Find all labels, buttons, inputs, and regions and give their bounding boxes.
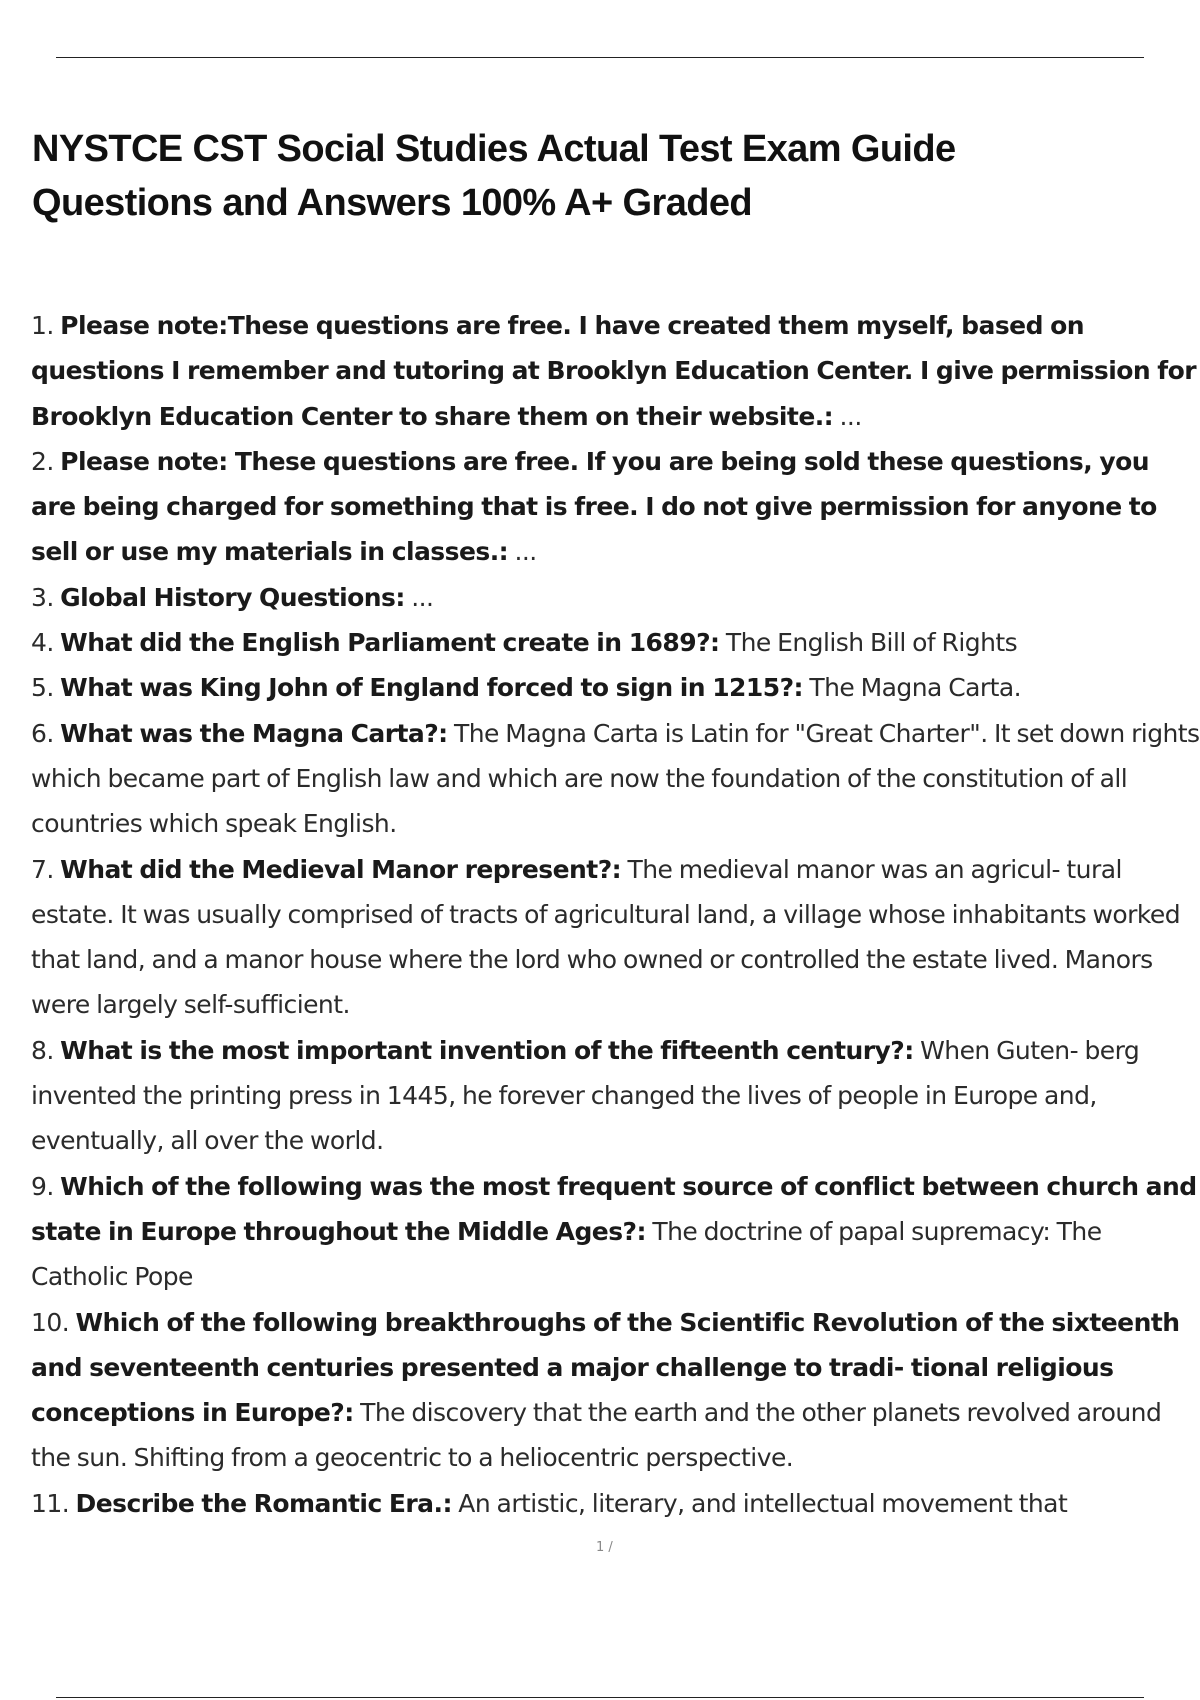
answer-text: The Magna Carta is Latin for "Great Charter". It set down rights which became part of English law and which are now the foundation of the constitution of all countries which speak English. <box>31 718 1200 839</box>
qa-item-7 <box>31 847 1200 1028</box>
qa-item-5 <box>31 665 1200 710</box>
qa-item-8 <box>31 1028 1200 1164</box>
item-number: 11. <box>31 1488 70 1518</box>
document-title: NYSTCE CST Social Studies Actual Test Exam Guide Questions and Answers 100% A+ Graded <box>32 128 956 224</box>
answer-text: ... <box>508 537 537 567</box>
qa-item-4 <box>31 620 1200 665</box>
qa-item-1 <box>31 303 1200 439</box>
question-text: What did the Medieval Manor represent?: <box>60 854 622 884</box>
item-number: 2. <box>31 446 54 476</box>
item-number: 4. <box>31 628 54 658</box>
answer-text: The medieval manor was an agricul- tural estate. It was usually comprised of tracts of agricultural land, a village whose inhabitants worked that land, and a manor house where the lord who owned or controlled the estate lived. Manors were largely self-sufficient. <box>31 854 1181 1020</box>
question-text: Which of the following breakthroughs of the Scientific Revolution of the sixteenth and seventeenth centuries presented a major challenge to tradi- tional religious conceptions in Europe?: <box>31 1307 1180 1428</box>
item-number: 9. <box>31 1171 54 1201</box>
qa-item-11 <box>31 1481 1200 1526</box>
question-text: Please note: These questions are free. If you are being sold these questions, you are being charged for something that is free. I do not give permission for anyone to sell or use my materials in classes.: <box>31 446 1157 567</box>
item-number: 6. <box>31 718 54 748</box>
qa-list <box>31 303 1200 1526</box>
qa-item-6 <box>31 711 1200 847</box>
question-text: What did the English Parliament create in 1689?: <box>60 628 720 658</box>
qa-item-3 <box>31 575 1200 620</box>
question-text: Global History Questions: <box>60 582 405 612</box>
answer-text: The discovery that the earth and the other planets revolved around the sun. Shifting from a geocentric to a heliocentric perspective. <box>31 1398 1162 1473</box>
answer-text: The doctrine of papal supremacy: The Catholic Pope <box>31 1216 1102 1292</box>
question-text: What was King John of England forced to sign in 1215?: <box>60 673 803 703</box>
question-text: Please note:These questions are free. I have created them myself, based on questions I remember and tutoring at Brooklyn Education Center. I give permission for Brooklyn Education Center to share them on their website.: <box>31 311 1197 431</box>
answer-text: An artistic, literary, and intellectual movement that <box>451 1488 1068 1518</box>
answer-text: The English Bill of Rights <box>719 628 1018 658</box>
item-number: 3. <box>31 582 54 612</box>
answer-text: When Guten- berg invented the printing press in 1445, he forever changed the lives of people in Europe and, eventually, all over the world. <box>31 1035 1140 1156</box>
answer-text: ... <box>833 401 862 431</box>
qa-item-10 <box>31 1300 1200 1481</box>
question-text: Which of the following was the most frequent source of conflict between church and state in Europe throughout the Middle Ages?: <box>31 1171 1197 1246</box>
item-number: 1. <box>31 311 54 340</box>
item-number: 7. <box>31 854 54 884</box>
answer-text: The Magna Carta. <box>802 673 1022 703</box>
item-number: 10. <box>31 1307 70 1337</box>
question-text: What was the Magna Carta?: <box>60 718 448 748</box>
item-number: 5. <box>31 673 54 703</box>
bottom-rule <box>56 1697 1144 1698</box>
question-text: Describe the Romantic Era.: <box>75 1488 452 1518</box>
page-number: 1 / <box>596 1540 613 1555</box>
answer-text: ... <box>404 582 434 612</box>
item-number: 8. <box>31 1035 54 1065</box>
qa-item-2 <box>31 439 1200 575</box>
qa-item-9 <box>31 1164 1200 1300</box>
question-text: What is the most important invention of the fifteenth century?: <box>60 1035 914 1065</box>
top-rule <box>56 57 1144 58</box>
